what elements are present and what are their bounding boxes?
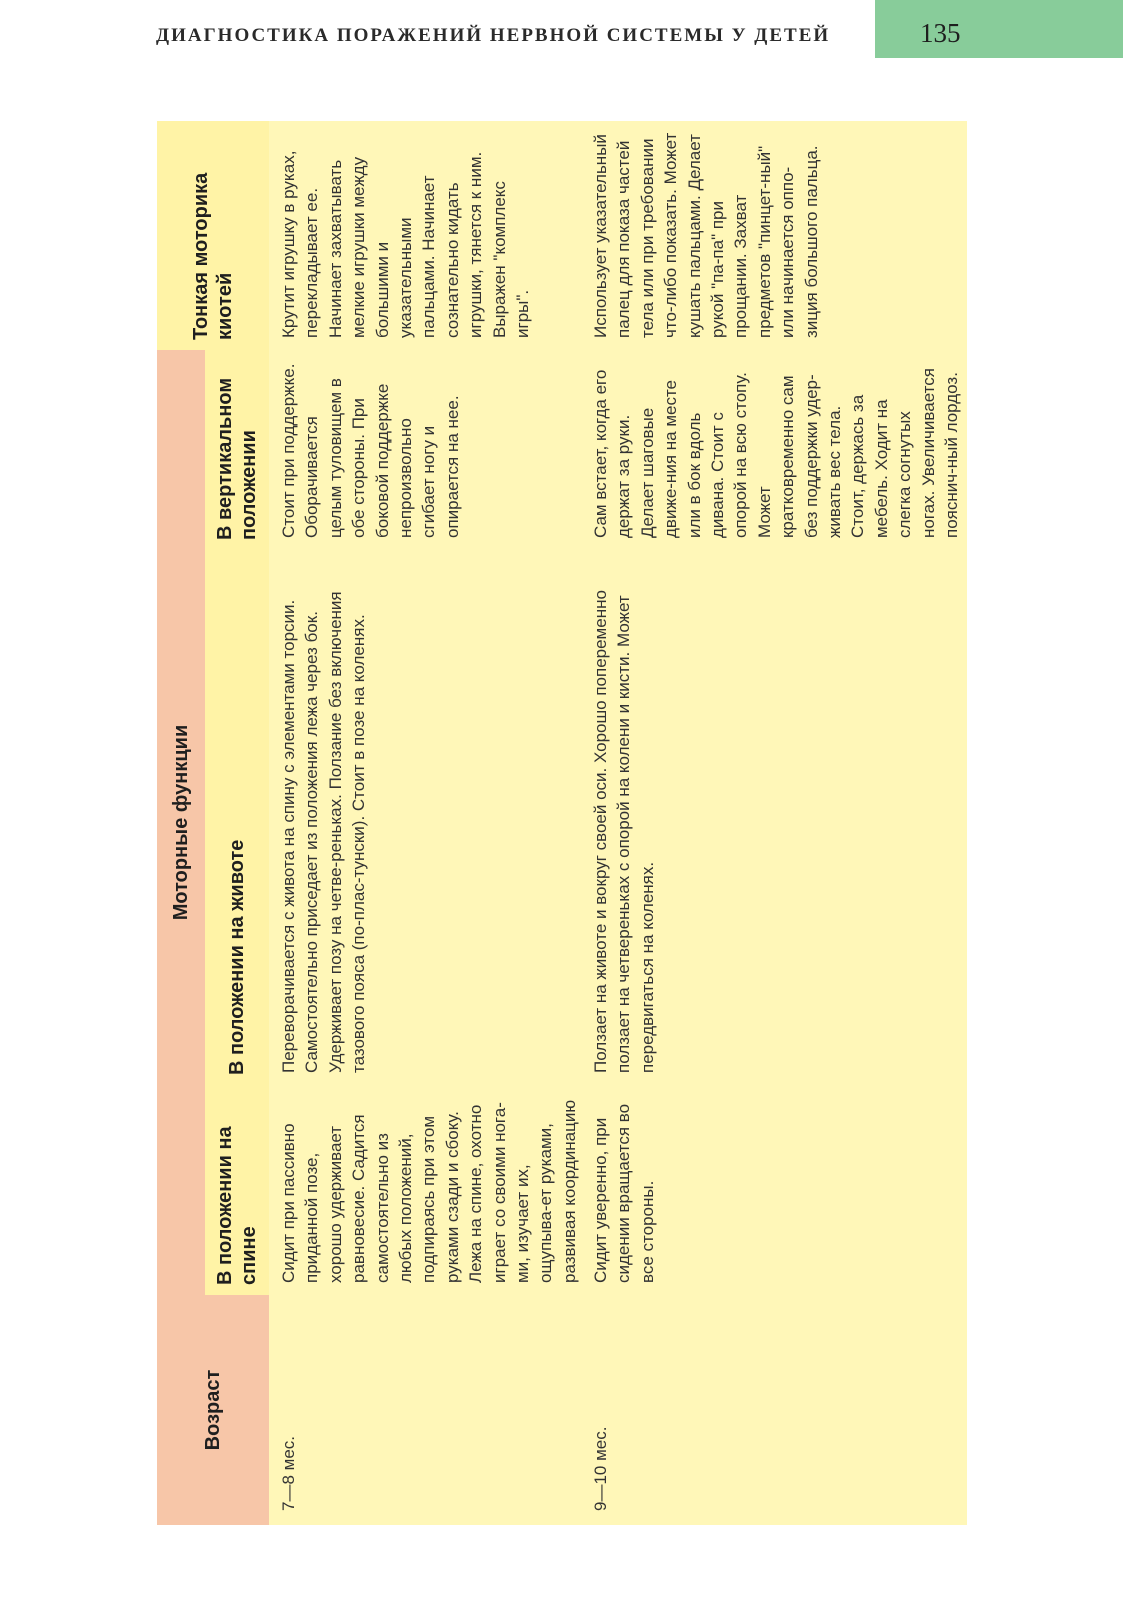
row1-supine: Сидит при пассивно приданной позе, хорошо удерживает равновесие. Садится самостоятельно из любых положений, подпираясь при этом руками сзади и сбоку. Лежа на спине, охотно играет со своими нога-ми, изучает их, ощупыва-ет руками, развивая координацию xyxy=(279,1099,579,1283)
row1-vertical: Стоит при поддержке. Оборачивается целым туловищем в обе стороны. При боковой поддержке непроизвольно сгибает ногу и опирается на нее. xyxy=(279,363,462,538)
header-age: Возраст xyxy=(157,1295,269,1525)
header-prone: В положении на животе xyxy=(205,550,269,1085)
row2-age: 9—10 мес. xyxy=(591,1426,610,1511)
rotated-table-grid xyxy=(157,121,967,1525)
row2-supine: Сидит уверенно, при сидении вращается во все стороны. xyxy=(591,1103,657,1283)
running-title: ДИАГНОСТИКА ПОРАЖЕНИЙ НЕРВНОЙ СИСТЕМЫ У ДЕТЕЙ xyxy=(156,25,831,46)
row1-fine: Крутит игрушку в руках, перекладывает ее. Начинает захватывать мелкие игрушки между большими и указательными пальцами. Начинает сознательно кидать игрушки, тянется к ним. Выражен "комплекс игры". xyxy=(279,150,533,338)
header-supine: В положении на спине xyxy=(205,1085,269,1295)
row2-prone: Ползает на животе и вокруг своей оси. Хорошо попеременно ползает на четвереньках с опорой на колени и кисти. Может передвигаться на коленях. xyxy=(591,590,657,1073)
row1-prone: Переворачивается с живота на спину с элементами торсии. Самостоятельно приседает из положения лежа через бок. Удерживает позу на четве-реньках. Ползание без включения тазового пояса (по-плас-тунски). Стоит в позе на коленях. xyxy=(279,591,369,1073)
page-number-tab xyxy=(875,0,1123,58)
header-vertical: В вертикальном положении xyxy=(205,350,269,550)
page-number: 135 xyxy=(920,18,961,48)
row2-vertical: Сам встает, когда его держат за руки. Делает шаговые движе-ния на месте или в бок вдоль дивана. Стоит с опорой на всю стопу. Может кратковременно сам без поддержки удер-живать вес тела. Стоит, держась за мебель. Ходит на слегка согнутых ногах. Увеличивается пояснич-ный лордоз. xyxy=(591,368,962,538)
header-fine-motor: Тонкая моторика киотей xyxy=(157,121,269,350)
header-motor-functions: Моторные функции xyxy=(157,350,205,1295)
motor-functions-table xyxy=(157,121,967,1525)
row1-age: 7—8 мес. xyxy=(279,1436,298,1511)
row2-fine: Использует указательный палец для показа частей тела или при требовании что-либо показать. Может кушать пальцами. Делает рукой "па-па" при прощании. Захват предметов "пинцет-ный" или начинается оппо-зиция большого пальца. xyxy=(591,132,821,338)
